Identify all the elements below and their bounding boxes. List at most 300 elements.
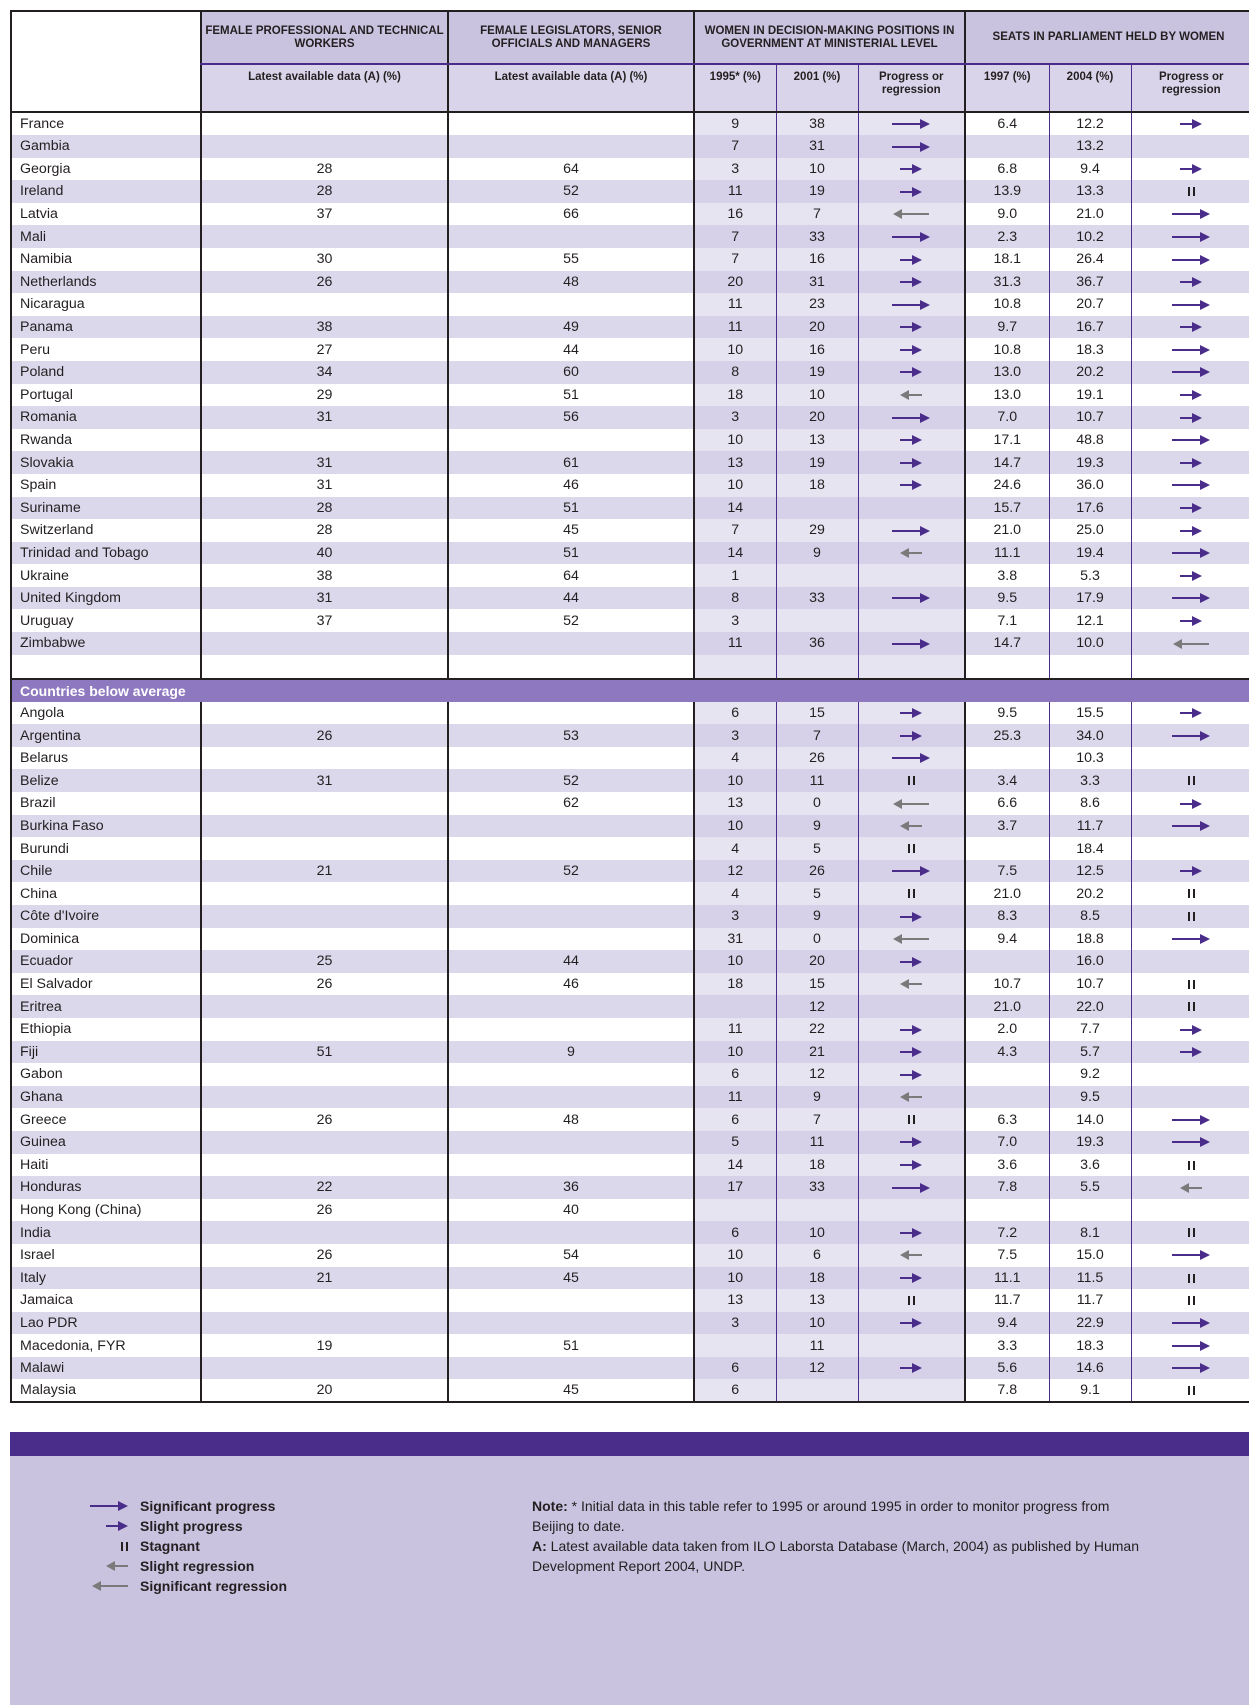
legend-label: Significant progress bbox=[140, 1498, 276, 1514]
parl-1997-value: 9.5 bbox=[965, 702, 1049, 725]
table-row bbox=[12, 702, 1249, 725]
gov-1995-value: 3 bbox=[694, 905, 776, 928]
legislators-value bbox=[448, 837, 694, 860]
parl-1997-value: 9.5 bbox=[965, 587, 1049, 610]
significant-progress-arrow-icon bbox=[1172, 1137, 1210, 1147]
table-row bbox=[12, 384, 1249, 407]
gov-2001-value: 20 bbox=[776, 316, 858, 339]
parl-2004-value: 25.0 bbox=[1049, 519, 1131, 542]
legend-label: Slight regression bbox=[140, 1558, 255, 1574]
gov-2001-value: 20 bbox=[776, 950, 858, 973]
legislators-value bbox=[448, 1312, 694, 1335]
parl-progress-indicator bbox=[1131, 973, 1249, 996]
parl-2004-value: 13.2 bbox=[1049, 135, 1131, 158]
parl-1997-value: 3.7 bbox=[965, 815, 1049, 838]
parl-1997-value: 11.7 bbox=[965, 1289, 1049, 1312]
parl-progress-indicator bbox=[1131, 1154, 1249, 1177]
gov-1995-value bbox=[694, 995, 776, 1018]
parl-2004-value: 15.0 bbox=[1049, 1244, 1131, 1267]
significant-regression-arrow-icon bbox=[92, 1581, 128, 1591]
prof-workers-value: 34 bbox=[201, 361, 448, 384]
parl-2004-value: 3.6 bbox=[1049, 1154, 1131, 1177]
legislators-value bbox=[448, 1357, 694, 1380]
gov-1995-value bbox=[694, 1199, 776, 1222]
legislators-value: 36 bbox=[448, 1176, 694, 1199]
slight-progress-arrow-icon bbox=[900, 322, 922, 332]
gov-progress-indicator bbox=[858, 1176, 965, 1199]
table-row bbox=[12, 158, 1249, 181]
gov-progress-indicator bbox=[858, 837, 965, 860]
gov-1995-value: 4 bbox=[694, 747, 776, 770]
parl-2004-value: 48.8 bbox=[1049, 429, 1131, 452]
subheader-parl-1997: 1997 (%) bbox=[965, 64, 1049, 112]
country-name: Chile bbox=[12, 860, 201, 883]
gov-1995-value: 7 bbox=[694, 135, 776, 158]
prof-workers-value: 26 bbox=[201, 724, 448, 747]
parl-1997-value: 13.0 bbox=[965, 361, 1049, 384]
prof-workers-value: 51 bbox=[201, 1041, 448, 1064]
table-row bbox=[12, 112, 1249, 135]
table-row bbox=[12, 1312, 1249, 1335]
parl-1997-value: 21.0 bbox=[965, 519, 1049, 542]
gov-2001-value bbox=[776, 1199, 858, 1222]
prof-workers-value bbox=[201, 837, 448, 860]
note-label: Note: bbox=[532, 1498, 568, 1514]
gov-progress-indicator bbox=[858, 429, 965, 452]
legend-item-slight-regression bbox=[70, 1556, 287, 1576]
parl-1997-value: 7.8 bbox=[965, 1379, 1049, 1402]
legislators-value: 48 bbox=[448, 271, 694, 294]
gov-1995-value: 13 bbox=[694, 451, 776, 474]
legislators-value bbox=[448, 905, 694, 928]
parl-2004-value: 22.9 bbox=[1049, 1312, 1131, 1335]
parl-2004-value: 8.5 bbox=[1049, 905, 1131, 928]
country-name: Slovakia bbox=[12, 451, 201, 474]
legislators-value bbox=[448, 747, 694, 770]
country-name: Burkina Faso bbox=[12, 815, 201, 838]
gov-progress-indicator bbox=[858, 271, 965, 294]
parl-1997-value bbox=[965, 1199, 1049, 1222]
gov-1995-value: 10 bbox=[694, 338, 776, 361]
gov-1995-value: 10 bbox=[694, 769, 776, 792]
gov-2001-value: 5 bbox=[776, 882, 858, 905]
gov-progress-indicator bbox=[858, 1108, 965, 1131]
prof-workers-value bbox=[201, 135, 448, 158]
legend-item-stagnant bbox=[70, 1536, 287, 1556]
stagnant-icon bbox=[1188, 1228, 1195, 1237]
slight-progress-arrow-icon bbox=[900, 731, 922, 741]
table-row bbox=[12, 815, 1249, 838]
gov-2001-value: 22 bbox=[776, 1018, 858, 1041]
gov-1995-value: 3 bbox=[694, 724, 776, 747]
country-name: Gabon bbox=[12, 1063, 201, 1086]
gov-1995-value: 18 bbox=[694, 384, 776, 407]
subheader-gov-2001: 2001 (%) bbox=[776, 64, 858, 112]
legislators-value bbox=[448, 135, 694, 158]
legend-item-significant-progress bbox=[70, 1496, 287, 1516]
slight-progress-arrow-icon bbox=[1180, 164, 1202, 174]
slight-progress-arrow-icon bbox=[1180, 277, 1202, 287]
legislators-value bbox=[448, 632, 694, 655]
table-row bbox=[12, 1199, 1249, 1222]
legend-label: Stagnant bbox=[140, 1538, 200, 1554]
prof-workers-value bbox=[201, 1086, 448, 1109]
slight-progress-arrow-icon bbox=[900, 1363, 922, 1373]
table-row bbox=[12, 928, 1249, 951]
subheader-corner bbox=[12, 64, 201, 112]
gov-2001-value: 11 bbox=[776, 1334, 858, 1357]
prof-workers-value: 31 bbox=[201, 406, 448, 429]
parl-1997-value: 7.1 bbox=[965, 609, 1049, 632]
gov-progress-indicator bbox=[858, 248, 965, 271]
parl-progress-indicator bbox=[1131, 384, 1249, 407]
gov-progress-indicator bbox=[858, 882, 965, 905]
slight-progress-arrow-icon bbox=[900, 1137, 922, 1147]
gov-2001-value: 33 bbox=[776, 1176, 858, 1199]
gov-1995-value: 5 bbox=[694, 1131, 776, 1154]
gov-progress-indicator bbox=[858, 928, 965, 951]
slight-regression-arrow-icon bbox=[900, 390, 922, 400]
gov-1995-value: 8 bbox=[694, 587, 776, 610]
parl-1997-value: 9.7 bbox=[965, 316, 1049, 339]
prof-workers-value bbox=[201, 1018, 448, 1041]
country-name: Dominica bbox=[12, 928, 201, 951]
table-row bbox=[12, 225, 1249, 248]
slight-progress-arrow-icon bbox=[900, 1070, 922, 1080]
country-name: Jamaica bbox=[12, 1289, 201, 1312]
legislators-value: 52 bbox=[448, 609, 694, 632]
country-name: Namibia bbox=[12, 248, 201, 271]
gov-1995-value: 4 bbox=[694, 882, 776, 905]
parl-2004-value: 15.5 bbox=[1049, 702, 1131, 725]
parl-2004-value: 9.5 bbox=[1049, 1086, 1131, 1109]
prof-workers-value: 38 bbox=[201, 316, 448, 339]
gov-2001-value: 23 bbox=[776, 293, 858, 316]
gov-progress-indicator bbox=[858, 406, 965, 429]
gov-1995-value: 10 bbox=[694, 429, 776, 452]
prof-workers-value: 31 bbox=[201, 769, 448, 792]
parl-progress-indicator bbox=[1131, 497, 1249, 520]
gov-1995-value: 4 bbox=[694, 837, 776, 860]
prof-workers-value: 26 bbox=[201, 1244, 448, 1267]
table-row bbox=[12, 1063, 1249, 1086]
table-row bbox=[12, 587, 1249, 610]
table-row bbox=[12, 995, 1249, 1018]
table-row bbox=[12, 1131, 1249, 1154]
legislators-value: 9 bbox=[448, 1041, 694, 1064]
prof-workers-value: 37 bbox=[201, 609, 448, 632]
parl-2004-value: 10.2 bbox=[1049, 225, 1131, 248]
gov-1995-value: 10 bbox=[694, 950, 776, 973]
parl-1997-value: 11.1 bbox=[965, 542, 1049, 565]
gov-2001-value: 10 bbox=[776, 158, 858, 181]
gov-progress-indicator bbox=[858, 1357, 965, 1380]
significant-progress-arrow-icon bbox=[1172, 300, 1210, 310]
stagnant-icon bbox=[1188, 1296, 1195, 1305]
prof-workers-value bbox=[201, 882, 448, 905]
gov-2001-value: 21 bbox=[776, 1041, 858, 1064]
parl-1997-value: 6.8 bbox=[965, 158, 1049, 181]
gov-progress-indicator bbox=[858, 609, 965, 632]
gov-2001-value: 15 bbox=[776, 973, 858, 996]
prof-workers-value: 30 bbox=[201, 248, 448, 271]
gov-2001-value: 7 bbox=[776, 1108, 858, 1131]
gov-progress-indicator bbox=[858, 702, 965, 725]
gov-2001-value bbox=[776, 609, 858, 632]
legislators-value: 44 bbox=[448, 950, 694, 973]
prof-workers-value bbox=[201, 1357, 448, 1380]
gov-1995-value: 7 bbox=[694, 519, 776, 542]
significant-regression-arrow-icon bbox=[1173, 639, 1209, 649]
prof-workers-value bbox=[201, 429, 448, 452]
parl-1997-value: 14.7 bbox=[965, 451, 1049, 474]
legislators-value: 66 bbox=[448, 203, 694, 226]
parl-2004-value: 18.8 bbox=[1049, 928, 1131, 951]
gov-2001-value bbox=[776, 1379, 858, 1402]
legislators-value: 54 bbox=[448, 1244, 694, 1267]
legislators-value: 46 bbox=[448, 973, 694, 996]
gov-1995-value: 11 bbox=[694, 1018, 776, 1041]
country-name: Trinidad and Tobago bbox=[12, 542, 201, 565]
legislators-value: 52 bbox=[448, 860, 694, 883]
prof-workers-value bbox=[201, 815, 448, 838]
parl-progress-indicator bbox=[1131, 860, 1249, 883]
parl-2004-value: 5.5 bbox=[1049, 1176, 1131, 1199]
significant-progress-arrow-icon bbox=[1172, 934, 1210, 944]
country-name: Angola bbox=[12, 702, 201, 725]
significant-progress-arrow-icon bbox=[892, 526, 930, 536]
country-name: China bbox=[12, 882, 201, 905]
parl-progress-indicator bbox=[1131, 1086, 1249, 1109]
stagnant-icon bbox=[908, 1296, 915, 1305]
gov-progress-indicator bbox=[858, 203, 965, 226]
parl-progress-indicator bbox=[1131, 882, 1249, 905]
parl-2004-value: 11.7 bbox=[1049, 1289, 1131, 1312]
table-row bbox=[12, 1221, 1249, 1244]
gov-2001-value bbox=[776, 564, 858, 587]
parl-2004-value: 20.2 bbox=[1049, 882, 1131, 905]
prof-workers-value bbox=[201, 747, 448, 770]
gov-1995-value: 12 bbox=[694, 860, 776, 883]
gov-progress-indicator bbox=[858, 1221, 965, 1244]
slight-regression-arrow-icon bbox=[900, 821, 922, 831]
gov-1995-value: 3 bbox=[694, 406, 776, 429]
gov-1995-value bbox=[694, 1334, 776, 1357]
gov-progress-indicator bbox=[858, 564, 965, 587]
parl-progress-indicator bbox=[1131, 338, 1249, 361]
prof-workers-value: 26 bbox=[201, 271, 448, 294]
prof-workers-value bbox=[201, 1154, 448, 1177]
parl-1997-value: 8.3 bbox=[965, 905, 1049, 928]
slight-progress-arrow-icon bbox=[1180, 119, 1202, 129]
slight-progress-arrow-icon bbox=[900, 458, 922, 468]
legislators-value: 64 bbox=[448, 158, 694, 181]
significant-regression-arrow-icon bbox=[893, 799, 929, 809]
parl-2004-value: 8.1 bbox=[1049, 1221, 1131, 1244]
parl-1997-value bbox=[965, 747, 1049, 770]
country-name: Argentina bbox=[12, 724, 201, 747]
significant-progress-arrow-icon bbox=[1172, 1341, 1210, 1351]
significant-progress-arrow-icon bbox=[1172, 435, 1210, 445]
slight-progress-arrow-icon bbox=[900, 435, 922, 445]
parl-progress-indicator bbox=[1131, 542, 1249, 565]
parl-progress-indicator bbox=[1131, 293, 1249, 316]
parl-1997-value: 3.8 bbox=[965, 564, 1049, 587]
table-row bbox=[12, 519, 1249, 542]
gov-1995-value: 6 bbox=[694, 1357, 776, 1380]
gov-progress-indicator bbox=[858, 632, 965, 655]
slight-progress-arrow-icon bbox=[900, 277, 922, 287]
country-name: Haiti bbox=[12, 1154, 201, 1177]
country-name: Netherlands bbox=[12, 271, 201, 294]
parl-1997-value: 31.3 bbox=[965, 271, 1049, 294]
significant-progress-arrow-icon bbox=[892, 232, 930, 242]
country-name: Nicaragua bbox=[12, 293, 201, 316]
country-name: Gambia bbox=[12, 135, 201, 158]
header-group-professional: FEMALE PROFESSIONAL AND TECHNICAL WORKERS bbox=[201, 12, 448, 64]
gov-2001-value: 9 bbox=[776, 542, 858, 565]
slight-regression-arrow-icon bbox=[900, 548, 922, 558]
legislators-value bbox=[448, 225, 694, 248]
country-name: Georgia bbox=[12, 158, 201, 181]
stagnant-icon bbox=[121, 1542, 128, 1551]
table-row bbox=[12, 406, 1249, 429]
parl-progress-indicator bbox=[1131, 632, 1249, 655]
gov-2001-value: 12 bbox=[776, 1357, 858, 1380]
gov-progress-indicator bbox=[858, 497, 965, 520]
parl-1997-value bbox=[965, 950, 1049, 973]
parl-1997-value: 9.4 bbox=[965, 928, 1049, 951]
gov-1995-value: 6 bbox=[694, 1221, 776, 1244]
prof-workers-value bbox=[201, 632, 448, 655]
legislators-value: 51 bbox=[448, 384, 694, 407]
significant-progress-arrow-icon bbox=[892, 639, 930, 649]
table-row bbox=[12, 1086, 1249, 1109]
slight-progress-arrow-icon bbox=[900, 708, 922, 718]
table-row bbox=[12, 632, 1249, 655]
gov-2001-value: 7 bbox=[776, 203, 858, 226]
parl-progress-indicator bbox=[1131, 225, 1249, 248]
slight-progress-arrow-icon bbox=[1180, 1047, 1202, 1057]
parl-2004-value: 18.3 bbox=[1049, 1334, 1131, 1357]
country-name: Romania bbox=[12, 406, 201, 429]
gov-1995-value: 7 bbox=[694, 225, 776, 248]
parl-2004-value: 22.0 bbox=[1049, 995, 1131, 1018]
slight-progress-arrow-icon bbox=[1180, 413, 1202, 423]
legislators-value bbox=[448, 293, 694, 316]
gov-progress-indicator bbox=[858, 1289, 965, 1312]
slight-regression-arrow-icon bbox=[900, 979, 922, 989]
gov-1995-value: 13 bbox=[694, 792, 776, 815]
legislators-value: 53 bbox=[448, 724, 694, 747]
parl-2004-value: 17.6 bbox=[1049, 497, 1131, 520]
gov-progress-indicator bbox=[858, 338, 965, 361]
legislators-value bbox=[448, 1131, 694, 1154]
prof-workers-value: 31 bbox=[201, 587, 448, 610]
gov-progress-indicator bbox=[858, 451, 965, 474]
legend-item-significant-regression bbox=[70, 1576, 287, 1596]
country-name: Belize bbox=[12, 769, 201, 792]
parl-2004-value: 10.0 bbox=[1049, 632, 1131, 655]
gov-1995-value: 20 bbox=[694, 271, 776, 294]
gov-progress-indicator bbox=[858, 1267, 965, 1290]
stagnant-icon bbox=[1188, 776, 1195, 785]
table-row bbox=[12, 1176, 1249, 1199]
parl-1997-value: 18.1 bbox=[965, 248, 1049, 271]
country-name: Suriname bbox=[12, 497, 201, 520]
gov-progress-indicator bbox=[858, 1154, 965, 1177]
significant-progress-arrow-icon bbox=[1172, 548, 1210, 558]
section-header-below-average bbox=[12, 679, 1249, 702]
slight-progress-arrow-icon bbox=[1180, 571, 1202, 581]
gov-progress-indicator bbox=[858, 973, 965, 996]
parl-2004-value: 10.7 bbox=[1049, 406, 1131, 429]
slight-progress-arrow-icon bbox=[1180, 458, 1202, 468]
parl-progress-indicator bbox=[1131, 1199, 1249, 1222]
country-name: Malaysia bbox=[12, 1379, 201, 1402]
gov-progress-indicator bbox=[858, 1063, 965, 1086]
gov-2001-value: 19 bbox=[776, 180, 858, 203]
gov-progress-indicator bbox=[858, 519, 965, 542]
table-row bbox=[12, 837, 1249, 860]
table-row bbox=[12, 973, 1249, 996]
parl-1997-value: 3.3 bbox=[965, 1334, 1049, 1357]
gov-2001-value: 18 bbox=[776, 1154, 858, 1177]
gov-1995-value: 11 bbox=[694, 1086, 776, 1109]
gov-progress-indicator bbox=[858, 158, 965, 181]
significant-progress-arrow-icon bbox=[1172, 731, 1210, 741]
prof-workers-value bbox=[201, 1312, 448, 1335]
gov-2001-value: 0 bbox=[776, 792, 858, 815]
gov-1995-value: 3 bbox=[694, 158, 776, 181]
parl-2004-value: 9.4 bbox=[1049, 158, 1131, 181]
stagnant-icon bbox=[1188, 1161, 1195, 1170]
parl-1997-value: 6.6 bbox=[965, 792, 1049, 815]
gov-progress-indicator bbox=[858, 587, 965, 610]
country-name: Poland bbox=[12, 361, 201, 384]
gov-1995-value: 10 bbox=[694, 474, 776, 497]
slight-progress-arrow-icon bbox=[1180, 1025, 1202, 1035]
legislators-value: 61 bbox=[448, 451, 694, 474]
parl-progress-indicator bbox=[1131, 406, 1249, 429]
gov-2001-value: 9 bbox=[776, 1086, 858, 1109]
indicator-table bbox=[12, 12, 1249, 1403]
gov-2001-value: 15 bbox=[776, 702, 858, 725]
note-source-text: Latest available data taken from ILO Laborsta Database (March, 2004) as published by Human Development Report 2004, UNDP. bbox=[532, 1538, 1140, 1574]
legislators-value bbox=[448, 112, 694, 135]
prof-workers-value bbox=[201, 995, 448, 1018]
prof-workers-value: 28 bbox=[201, 158, 448, 181]
stagnant-icon bbox=[1188, 187, 1195, 196]
gov-2001-value: 20 bbox=[776, 406, 858, 429]
parl-2004-value: 12.1 bbox=[1049, 609, 1131, 632]
gov-1995-value: 14 bbox=[694, 497, 776, 520]
parl-2004-value: 10.3 bbox=[1049, 747, 1131, 770]
parl-2004-value: 19.3 bbox=[1049, 451, 1131, 474]
country-name: Uruguay bbox=[12, 609, 201, 632]
table-row bbox=[12, 1154, 1249, 1177]
gov-1995-value: 18 bbox=[694, 973, 776, 996]
table-row bbox=[12, 950, 1249, 973]
table-row bbox=[12, 1018, 1249, 1041]
parl-progress-indicator bbox=[1131, 474, 1249, 497]
prof-workers-value: 26 bbox=[201, 1108, 448, 1131]
gov-2001-value: 36 bbox=[776, 632, 858, 655]
parl-2004-value: 5.3 bbox=[1049, 564, 1131, 587]
table-row bbox=[12, 1379, 1249, 1402]
parl-1997-value: 7.8 bbox=[965, 1176, 1049, 1199]
table-row bbox=[12, 1357, 1249, 1380]
